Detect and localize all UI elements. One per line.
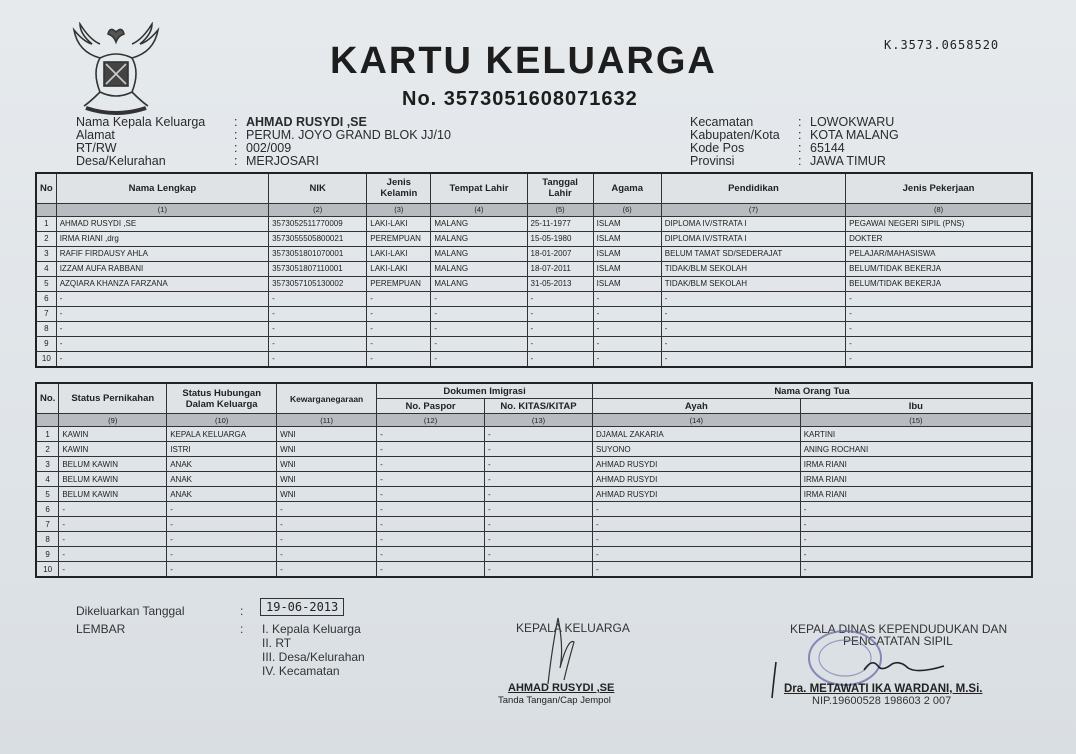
info-label: Nama Kepala Keluarga [76,115,206,129]
lembar-label: LEMBAR [76,622,126,636]
table-cell: - [377,562,485,578]
separator: : [234,128,238,142]
info-label: Desa/Kelurahan [76,154,166,168]
info-value: LOWOKWARU [810,115,895,129]
col-header: No. [36,383,59,414]
table-cell: ISLAM [593,216,661,231]
table-cell: PELAJAR/MAHASISWA [846,246,1032,261]
table-row [36,306,1032,321]
col-header: Jenis Pekerjaan [846,173,1032,203]
table-cell: - [800,532,1032,547]
table-cell: - [377,517,485,532]
table-cell: - [367,291,431,306]
table-cell: 7 [36,306,56,321]
table-cell: 3573052511770009 [269,216,367,231]
kepala-keluarga-name: AHMAD RUSYDI ,SE [508,682,615,694]
table-cell: - [846,321,1032,336]
col-header: Status Pernikahan [59,383,167,414]
info-label: Kabupaten/Kota [690,128,780,142]
table-cell: - [661,291,845,306]
table-cell: 5 [36,487,59,502]
table-cell: WNI [277,487,377,502]
table-cell: BELUM KAWIN [59,457,167,472]
table-cell: - [167,502,277,517]
signature-caption: Tanda Tangan/Cap Jempol [498,695,611,706]
table-cell: MALANG [431,216,527,231]
table-row [36,442,1032,457]
info-label: Kode Pos [690,141,745,155]
table-cell: - [277,547,377,562]
issued-date: 19-06-2013 [260,598,344,616]
table-cell: LAKI-LAKI [367,261,431,276]
table-cell: - [431,321,527,336]
table-cell: - [661,306,845,321]
table-cell: WNI [277,457,377,472]
table-cell: - [377,487,485,502]
table-cell: ISLAM [593,276,661,291]
table-cell: BELUM KAWIN [59,487,167,502]
table-cell: - [593,306,661,321]
table-cell: - [59,532,167,547]
table-cell: IZZAM AUFA RABBANI [56,261,268,276]
table-cell: 3573057105130002 [269,276,367,291]
table-cell: AHMAD RUSYDI [592,472,800,487]
table-cell: KAWIN [59,427,167,442]
table-cell: - [56,336,268,351]
lembar-item: IV. Kecamatan [262,664,340,678]
table-cell: - [431,336,527,351]
table-cell: ISLAM [593,261,661,276]
table-cell: - [592,532,800,547]
table-cell: TIDAK/BLM SEKOLAH [661,261,845,276]
table-cell: 5 [36,276,56,291]
separator: : [240,622,244,636]
table-cell: PEGAWAI NEGERI SIPIL (PNS) [846,216,1032,231]
info-row-desa [76,155,451,168]
info-label: Provinsi [690,154,735,168]
separator: : [234,154,238,168]
table-cell: DJAMAL ZAKARIA [592,427,800,442]
info-value: 002/009 [246,141,292,155]
serial-number: K.3573.0658520 [884,38,1000,52]
table-row [36,547,1032,562]
members-table [35,172,1033,368]
table-cell: IRMA RIANI [800,457,1032,472]
table-cell: AZQIARA KHANZA FARZANA [56,276,268,291]
table-cell: 6 [36,502,59,517]
table-cell: - [367,336,431,351]
table-cell: - [431,306,527,321]
table-cell: 7 [36,517,59,532]
table-cell: DIPLOMA IV/STRATA I [661,216,845,231]
table-cell: - [485,517,593,532]
col-header: Dokumen Imigrasi [377,383,593,399]
col-header: Kewarganegaraan [277,383,377,414]
info-label: Kecamatan [690,115,754,129]
code-cell: (5) [527,203,593,216]
table-cell: - [485,427,593,442]
table-cell: - [431,351,527,367]
table-cell: 31-05-2013 [527,276,593,291]
col-header: Agama [593,173,661,203]
table-cell: 15-05-1980 [527,231,593,246]
table-cell: - [167,517,277,532]
table-cell: ANING ROCHANI [800,442,1032,457]
table-cell: - [377,502,485,517]
table-row [36,427,1032,442]
table-cell: - [277,562,377,578]
code-cell: (13) [485,414,593,427]
table-cell: 25-11-1977 [527,216,593,231]
table-cell: - [377,532,485,547]
table-cell: 6 [36,291,56,306]
code-cell: (1) [56,203,268,216]
table-cell: ISLAM [593,231,661,246]
code-cell: (7) [661,203,845,216]
table-cell: BELUM/TIDAK BEKERJA [846,276,1032,291]
table-cell: IRMA RIANI [800,487,1032,502]
table-cell: - [846,351,1032,367]
table-cell: ISLAM [593,246,661,261]
table-cell: - [367,306,431,321]
separator: : [798,141,802,155]
lembar-item: I. Kepala Keluarga [262,622,361,636]
table-cell: - [269,306,367,321]
table-cell: - [800,517,1032,532]
code-cell: (4) [431,203,527,216]
col-header: Ayah [592,399,800,414]
table-row [36,562,1032,578]
table-cell: - [661,336,845,351]
table-cell: KEPALA KELUARGA [167,427,277,442]
document-number: No. 3573051608071632 [402,88,638,110]
table-cell: - [485,472,593,487]
info-value: KOTA MALANG [810,128,899,142]
table-row [36,276,1032,291]
table-row [36,487,1032,502]
code-cell: (15) [800,414,1032,427]
table-cell: WNI [277,472,377,487]
col-header: Nama Orang Tua [592,383,1032,399]
table-row [36,457,1032,472]
table-cell: ANAK [167,487,277,502]
kepala-keluarga-title: KEPALA KELUARGA [516,621,630,635]
table-cell: - [377,442,485,457]
code-cell: (14) [592,414,800,427]
table-cell: 18-07-2011 [527,261,593,276]
table-cell: - [59,562,167,578]
table-cell: 8 [36,532,59,547]
table-cell: 10 [36,351,56,367]
table-cell: TIDAK/BLM SEKOLAH [661,276,845,291]
table-cell: BELUM KAWIN [59,472,167,487]
code-cell [36,414,59,427]
table-cell: - [661,321,845,336]
table-cell: AHMAD RUSYDI ,SE [56,216,268,231]
separator: : [798,128,802,142]
separator: : [234,141,238,155]
table-cell: - [377,472,485,487]
signature-kk-icon [538,608,588,688]
table-row [36,472,1032,487]
info-value: JAWA TIMUR [810,154,886,168]
garuda-emblem-icon [70,22,162,118]
table-cell: - [527,321,593,336]
info-label: RT/RW [76,141,117,155]
code-cell: (11) [277,414,377,427]
table-cell: - [661,351,845,367]
table-cell: 3 [36,457,59,472]
lembar-item: III. Desa/Kelurahan [262,650,365,664]
table-cell: - [269,351,367,367]
separator: : [798,115,802,129]
table-cell: - [377,427,485,442]
table-cell: DIPLOMA IV/STRATA I [661,231,845,246]
table-cell: - [485,547,593,562]
table-cell: IRMA RIANI [800,472,1032,487]
table-cell: - [485,442,593,457]
table-cell: KARTINI [800,427,1032,442]
lembar-list [262,622,365,678]
table-cell: - [846,336,1032,351]
table-row [36,502,1032,517]
table-cell: 4 [36,472,59,487]
table-row [36,532,1032,547]
table-cell: 3573055505800021 [269,231,367,246]
table-cell: AHMAD RUSYDI [592,487,800,502]
code-cell [36,203,56,216]
table-cell: - [59,502,167,517]
dinas-title-line2: PENCATATAN SIPIL [843,634,953,648]
separator: : [798,154,802,168]
table-cell: - [527,291,593,306]
col-header: NIK [269,173,367,203]
separator: : [234,115,238,129]
table-cell: PEREMPUAN [367,231,431,246]
table-cell: 1 [36,216,56,231]
col-header: Status Hubungan Dalam Keluarga [167,383,277,414]
table-cell: BELUM TAMAT SD/SEDERAJAT [661,246,845,261]
table-cell: 3 [36,246,56,261]
info-value: AHMAD RUSYDI ,SE [246,115,367,129]
table-row [36,336,1032,351]
table-cell: - [377,547,485,562]
table-cell: 8 [36,321,56,336]
table-cell: - [277,517,377,532]
table-row [36,517,1032,532]
table-cell: - [527,306,593,321]
table-cell: 9 [36,547,59,562]
col-header: No [36,173,56,203]
table-cell: 2 [36,442,59,457]
info-label: Alamat [76,128,115,142]
status-table [35,382,1033,578]
table-cell: PEREMPUAN [367,276,431,291]
table-cell: - [367,351,431,367]
table-cell: - [593,336,661,351]
table-cell: - [56,351,268,367]
table-cell: - [846,291,1032,306]
table-cell: 9 [36,336,56,351]
table-cell: 3573051801070001 [269,246,367,261]
col-header: No. KITAS/KITAP [485,399,593,414]
table-row [36,216,1032,231]
household-info-left [76,116,451,168]
table-cell: - [592,562,800,578]
table-row [36,351,1032,367]
code-cell: (10) [167,414,277,427]
table-cell: MALANG [431,276,527,291]
table-cell: - [527,336,593,351]
info-value: PERUM. JOYO GRAND BLOK JJ/10 [246,128,451,142]
col-header: Nama Lengkap [56,173,268,203]
code-cell: (9) [59,414,167,427]
dinas-official-name: Dra. METAWATI IKA WARDANI, M.Si. [784,683,983,695]
table-cell: - [800,547,1032,562]
table-cell: 4 [36,261,56,276]
table-cell: WNI [277,427,377,442]
issued-label: Dikeluarkan Tanggal [76,604,185,618]
table-cell: - [485,502,593,517]
table-cell: - [167,547,277,562]
table-cell: - [800,502,1032,517]
table-cell: 18-01-2007 [527,246,593,261]
table-cell: - [527,351,593,367]
table-cell: MALANG [431,246,527,261]
table-cell: DOKTER [846,231,1032,246]
col-header: Tempat Lahir [431,173,527,203]
table-cell: - [56,291,268,306]
table-cell: - [593,351,661,367]
info-value: MERJOSARI [246,154,319,168]
table-cell: AHMAD RUSYDI [592,457,800,472]
table-cell: - [167,532,277,547]
table-cell: - [277,502,377,517]
table-cell: - [269,291,367,306]
code-cell: (2) [269,203,367,216]
household-info-right [690,116,899,168]
table-cell: - [59,547,167,562]
table-cell: - [56,321,268,336]
table-row [36,291,1032,306]
table-cell: KAWIN [59,442,167,457]
table-row [36,321,1032,336]
table-cell: WNI [277,442,377,457]
col-header: Tanggal Lahir [527,173,593,203]
lembar-item: II. RT [262,636,292,650]
table-cell: - [269,336,367,351]
col-header: Jenis Kelamin [367,173,431,203]
col-header: Pendidikan [661,173,845,203]
table-cell: IRMA RIANI ,drg [56,231,268,246]
table-cell: - [377,457,485,472]
table-cell: - [167,562,277,578]
table-cell: - [269,321,367,336]
table-row [36,231,1032,246]
code-cell: (8) [846,203,1032,216]
table-cell: - [277,532,377,547]
info-value: 65144 [810,141,845,155]
table-cell: - [800,562,1032,578]
table-cell: - [485,532,593,547]
info-row-provinsi [690,155,899,168]
code-cell: (12) [377,414,485,427]
dinas-title-line1: KEPALA DINAS KEPENDUDUKAN DAN [790,622,1008,636]
table-cell: ANAK [167,457,277,472]
col-header: No. Paspor [377,399,485,414]
table-cell: - [56,306,268,321]
table-cell: - [592,502,800,517]
table-cell: - [485,562,593,578]
document-title: KARTU KELUARGA [330,40,717,82]
table-cell: - [59,517,167,532]
table-cell: - [485,457,593,472]
table-cell: - [485,487,593,502]
code-cell: (6) [593,203,661,216]
table-cell: - [431,291,527,306]
table-cell: MALANG [431,261,527,276]
col-header: Ibu [800,399,1032,414]
table-cell: LAKI-LAKI [367,246,431,261]
table-cell: SUYONO [592,442,800,457]
separator: : [240,604,244,618]
table-cell: ANAK [167,472,277,487]
table-row [36,261,1032,276]
table-row [36,246,1032,261]
table-cell: LAKI-LAKI [367,216,431,231]
table-cell: - [593,291,661,306]
table-cell: 10 [36,562,59,578]
table-cell: - [592,517,800,532]
table-cell: - [367,321,431,336]
dinas-nip: NIP.19600528 198603 2 007 [812,695,952,707]
code-cell: (3) [367,203,431,216]
table-cell: - [846,306,1032,321]
table-cell: 3573051807110001 [269,261,367,276]
table-cell: - [592,547,800,562]
table-cell: 2 [36,231,56,246]
table-cell: - [593,321,661,336]
table-cell: RAFIF FIRDAUSY AHLA [56,246,268,261]
table-cell: MALANG [431,231,527,246]
table-cell: BELUM/TIDAK BEKERJA [846,261,1032,276]
table-cell: 1 [36,427,59,442]
table-cell: ISTRI [167,442,277,457]
